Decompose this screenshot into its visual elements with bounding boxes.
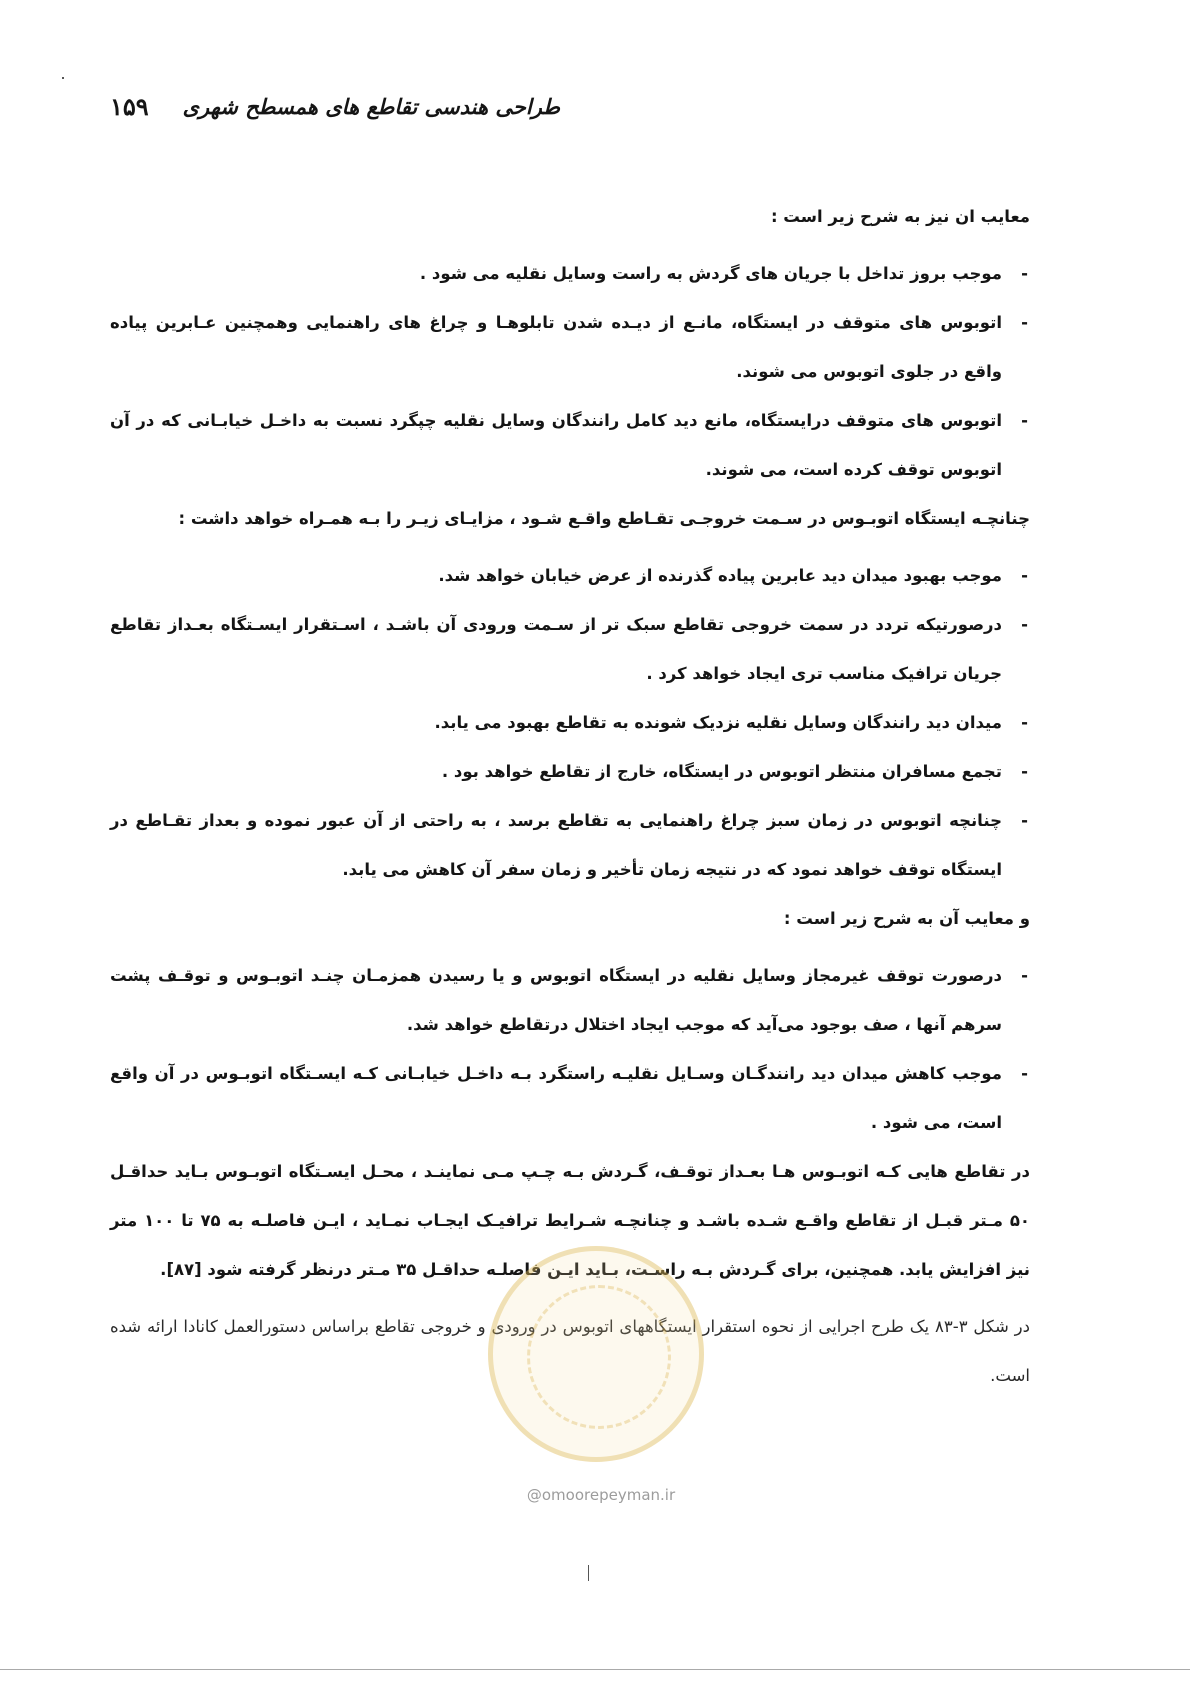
paragraph-figure-reference: در شکل ۳-۸۳ یک طرح اجرایی از نحوه استقرار ایستگاههای اتوبوس در ورودی و خروجی تقاطع براساس دستورالعمل کانادا ارائه شده است. (110, 1317, 1030, 1385)
list-item: - اتوبوس های متوقف در ایستگاه، مانـع از دیـده شدن تابلوهـا و چراغ های راهنمایی وهمچنین عـابرین پیاده واقع در جلوی اتوبوس می شوند. (110, 298, 1030, 396)
list-item: - تجمع مسافران منتظر اتوبوس در ایستگاه، خارج از تقاطع خواهد بود . (110, 747, 1030, 796)
scan-edge-line (0, 1669, 1190, 1670)
list-item: - اتوبوس های متوقف درایستگاه، مانع دید کامل رانندگان وسایل نقلیه چپگرد نسبت به داخـل خیابـانی که در آن اتوبوس توقف کرده است، می شوند. (110, 396, 1030, 494)
scan-speck (62, 77, 64, 79)
body-text (110, 192, 1030, 1400)
page-header (110, 92, 560, 136)
watermark-seal (488, 1246, 704, 1462)
watermark-url: @omoorepeyman.ir (526, 1486, 676, 1504)
list-item: - موجب کاهش میدان دید رانندگـان وسـایل نقلیـه راستگرد بـه داخـل خیابـانی کـه ایسـتگاه اتوبـوس در آن واقع است، می شود . (110, 1049, 1030, 1147)
list-item: - میدان دید رانندگان وسایل نقلیه نزدیک شونده به تقاطع بهبود می یابد. (110, 698, 1030, 747)
list-item: - چنانچه اتوبوس در زمان سبز چراغ راهنمایی به تقاطع برسد ، به راحتی از آن عبور نموده و بعداز تقـاطع در ایستگاه توقف خواهد نمود که در نتیجه زمان تأخیر و زمان سفر آن کاهش می یابد. (110, 796, 1030, 894)
paragraph-disadvantages-intro: معایب ان نیز به شرح زیر است : (770, 207, 1030, 226)
paragraph-far-side-advantages: چنانچـه ایستگاه اتوبـوس در سـمت خروجـی تقـاطع واقـع شـود ، مزایـای زیـر را بـه همـراه خواهد داشت : (178, 509, 1030, 528)
list-item: - موجب بهبود میدان دید عابرین پیاده گذرنده از عرض خیابان خواهد شد. (110, 551, 1030, 600)
page-number: ۱۵۹ (110, 92, 149, 121)
scan-speck (588, 1565, 589, 1581)
paragraph-disadvantages-heading: و معایب آن به شرح زیر است : (783, 909, 1030, 928)
list-item: - موجب بروز تداخل با جریان های گردش به راست وسایل نقلیه می شود . (110, 249, 1030, 298)
list-item: - درصورت توقف غیرمجاز وسایل نقلیه در ایستگاه اتوبوس و یا رسیدن همزمـان چنـد اتوبـوس و توقـف پشت سرهم آنها ، صف بوجود می‌آید که موجب ایجاد اختلال درتقاطع خواهد شد. (110, 951, 1030, 1049)
book-title: طراحی هندسی تقاطع های همسطح شهری (182, 94, 560, 119)
list-item: - درصورتیکه تردد در سمت خروجی تقاطع سبک تر از سـمت ورودی آن باشـد ، اسـتقرار ایسـتگاه بعـداز تقاطع جریان ترافیک مناسب تری ایجاد خواهد کرد . (110, 600, 1030, 698)
paragraph-left-turn-distance: در تقاطع هایی کـه اتوبـوس هـا بعـداز توقـف، گـردش بـه چـپ مـی نماینـد ، محـل ایسـتگاه اتوبـوس بـاید حداقـل ۵۰ مـتر قبـل از تقاطع واقـع شـده باشـد و چنانچـه شـرایط ترافیـک ایجـاب نمـاید ، ایـن فاصلـه به ۷۵ تا ۱۰۰ متر نیز افزایش یابد. همچنین، برای گـردش بـه راسـت، بـاید ایـن فاصلـه حداقـل ۳۵ مـتر درنظر گرفته شود [۸۷]. (110, 1162, 1030, 1279)
